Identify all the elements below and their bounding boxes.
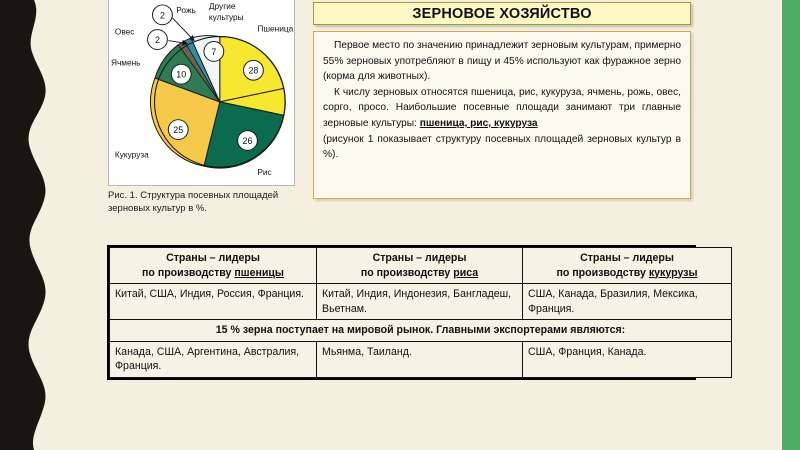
svg-text:2: 2 [154, 35, 160, 46]
paragraph-2 [323, 85, 681, 132]
svg-text:28: 28 [248, 65, 259, 76]
header-line1: Страны – лидеры [372, 252, 467, 264]
decorative-left-wave-band [0, 0, 60, 450]
cell-exporters-rice: Мьянма, Таиланд. [317, 341, 523, 377]
header-line2-prefix: по производству [360, 266, 454, 279]
cell-exporters-corn: США, Франция, Канада. [523, 341, 732, 377]
header-cell-rice [317, 248, 523, 284]
svg-text:2: 2 [159, 10, 165, 21]
bubble-rozh [153, 5, 173, 25]
header-line2-prefix: по производству [556, 266, 649, 279]
bubble-yachmen [171, 64, 191, 84]
label-ris: Рис [257, 167, 272, 178]
header-line1: Страны – лидеры [166, 252, 260, 264]
header-cell-wheat [110, 248, 317, 284]
pie-chart-figure [108, 0, 295, 186]
svg-text:7: 7 [211, 46, 217, 57]
label-rozh: Рожь [176, 4, 196, 15]
table-row-producers [110, 284, 732, 320]
right-accent-stripe [782, 0, 800, 450]
cell-exporters-wheat: Канада, США, Аргентина, Австралия, Франция. [110, 341, 317, 377]
bubble-kukuruza [168, 120, 188, 140]
header-line2-prefix: по производству [142, 266, 235, 279]
body-text-panel [313, 31, 691, 199]
label-pshenitsa: Пшеница [257, 23, 294, 34]
paragraph-3: (рисунок 1 показывает структуру посевных площадей зерновых культур в %). [323, 133, 681, 161]
header-crop-wheat: пшеницы [234, 266, 284, 279]
label-kukuruza: Кукуруза [114, 149, 149, 160]
bubble-oves [148, 30, 168, 50]
cell-producers-corn: США, Канада, Бразилия, Мексика, Франция. [523, 284, 732, 320]
cell-producers-wheat: Китай, США, Индия, Россия, Франция. [110, 284, 317, 320]
svg-text:10: 10 [176, 69, 187, 80]
paragraph-1: Первое место по значению принадлежит зерновым культурам, примерно 55% зерновых употребляют в пищу и 45% используют как фуражное зерно (корма для животных). [323, 40, 681, 83]
label-yachmen: Ячмень [110, 57, 141, 68]
table-row-note [110, 320, 732, 342]
cell-producers-rice: Китай, Индия, Индонезия, Бангладеш, Вьетнам. [317, 284, 523, 320]
table-row-exporters [110, 341, 732, 377]
table-header-row [110, 248, 732, 284]
svg-text:26: 26 [242, 135, 253, 146]
svg-text:25: 25 [173, 125, 184, 136]
paragraph-2-text: К числу зерновых относятся пшеница, рис, кукуруза, ячмень, рожь, овес, сорго, просо. Наибольшие посевные площади занимают три главные зерновые культуры: [323, 86, 681, 129]
figure-caption: Рис. 1. Структура посевных площадей зерновых культур в %. [108, 190, 279, 214]
header-line1: Страны – лидеры [580, 252, 674, 264]
page-title: ЗЕРНОВОЕ ХОЗЯЙСТВО [412, 5, 592, 22]
label-oves: Овес [114, 26, 135, 37]
leaders-table [107, 245, 696, 380]
cell-export-note: 15 % зерна поступает на мировой рынок. Главными экспортерами являются: [110, 320, 732, 342]
bubble-pshenitsa [244, 60, 264, 80]
label-drugie-2: культуры [208, 11, 244, 22]
bubble-drugie [204, 42, 224, 62]
label-drugie-1: Другие [208, 0, 236, 11]
header-crop-corn: кукурузы [648, 266, 698, 279]
slide-title-banner [313, 2, 691, 25]
header-cell-corn [523, 248, 732, 284]
paragraph-2-emphasis: пшеница, рис, кукуруза [419, 117, 538, 129]
header-crop-rice: риса [453, 266, 479, 279]
bubble-ris [238, 131, 258, 151]
